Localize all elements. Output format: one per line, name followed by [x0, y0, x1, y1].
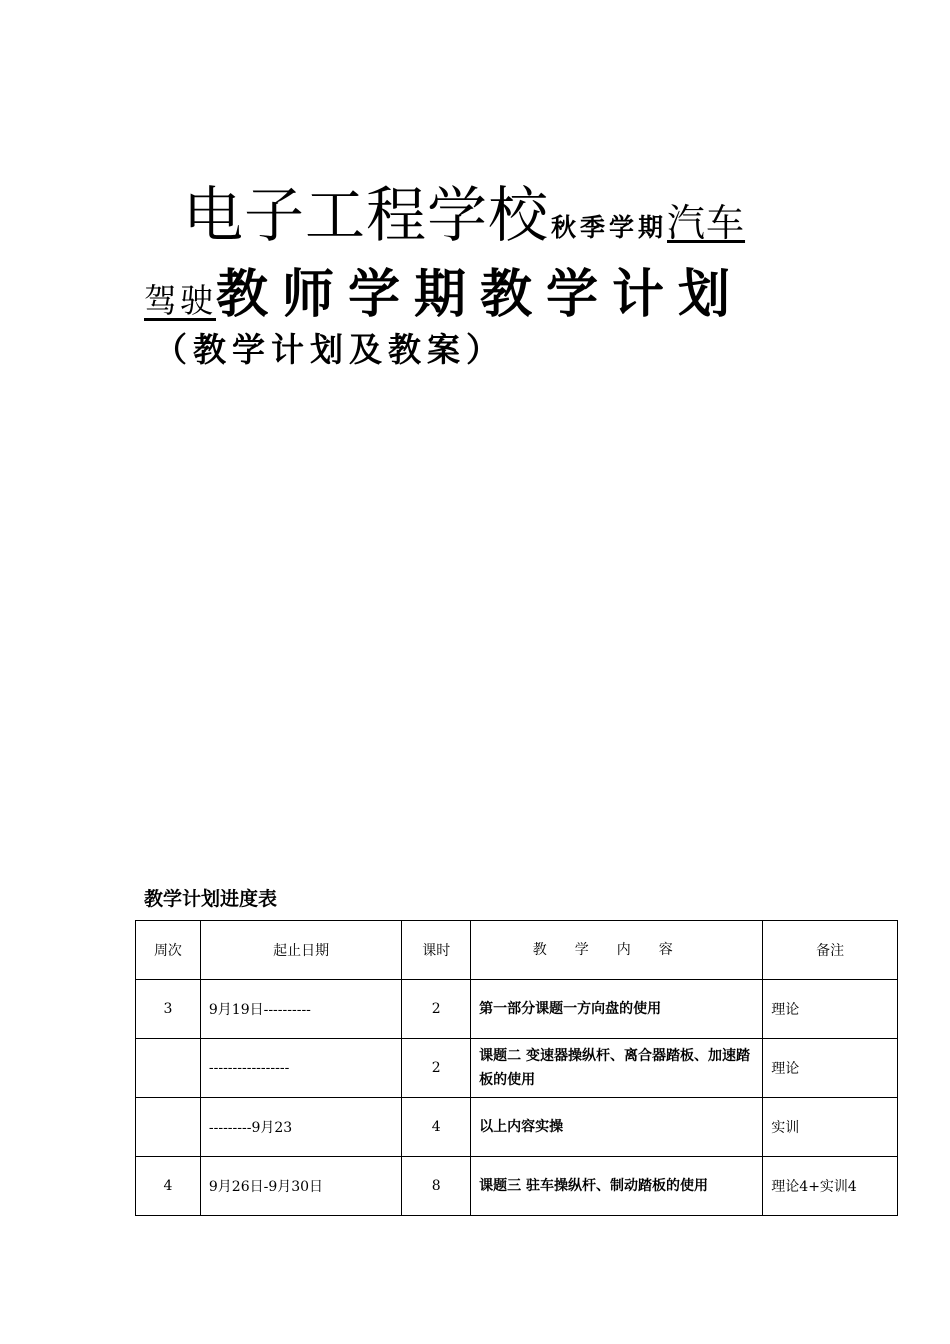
plan-title: 教师学期教学计划	[216, 265, 745, 325]
column-header-note: 备注	[763, 921, 898, 980]
cell-note: 理论4+实训4	[763, 1157, 898, 1216]
cell-hours: 4	[402, 1098, 471, 1157]
table-row	[136, 1039, 898, 1098]
cell-hours: 2	[402, 980, 471, 1039]
subject-name-part2: 驾驶	[144, 281, 216, 320]
cell-week: 3	[136, 980, 201, 1039]
table-row	[136, 1157, 898, 1216]
cell-content: 课题三 驻车操纵杆、制动踏板的使用	[471, 1157, 763, 1216]
cell-content: 以上内容实操	[471, 1098, 763, 1157]
cell-date: ---------9月23	[200, 1098, 401, 1157]
column-header-hours: 课时	[402, 921, 471, 980]
cell-hours: 8	[402, 1157, 471, 1216]
subject-name-part1: 汽车	[667, 201, 746, 245]
cell-note: 理论	[763, 1039, 898, 1098]
schedule-caption: 教学计划进度表	[144, 888, 278, 910]
cell-note: 理论	[763, 980, 898, 1039]
column-header-date: 起止日期	[200, 921, 401, 980]
table-row	[136, 1098, 898, 1157]
cell-week	[136, 1098, 201, 1157]
schedule-table	[135, 920, 898, 1216]
cell-date: -----------------	[200, 1039, 401, 1098]
table-row	[136, 980, 898, 1039]
cell-week	[136, 1039, 201, 1098]
title-line-2	[144, 252, 744, 327]
cell-week: 4	[136, 1157, 201, 1216]
document-subtitle: （教学计划及教案）	[154, 330, 505, 369]
table-header-row	[136, 921, 898, 980]
cell-date: 9月26日-9月30日	[200, 1157, 401, 1216]
cell-date: 9月19日----------	[200, 980, 401, 1039]
cell-note: 实训	[763, 1098, 898, 1157]
column-header-week: 周次	[136, 921, 201, 980]
cell-hours: 2	[402, 1039, 471, 1098]
column-header-content: 教学内容	[471, 921, 763, 980]
cell-content: 第一部分课题一方向盘的使用	[471, 980, 763, 1039]
school-name: 电子工程学校	[183, 181, 549, 251]
title-line-1	[183, 168, 745, 254]
term-label: 秋季学期	[551, 213, 668, 242]
cell-content: 课题二 变速器操纵杆、离合器踏板、加速踏板的使用	[471, 1039, 763, 1098]
